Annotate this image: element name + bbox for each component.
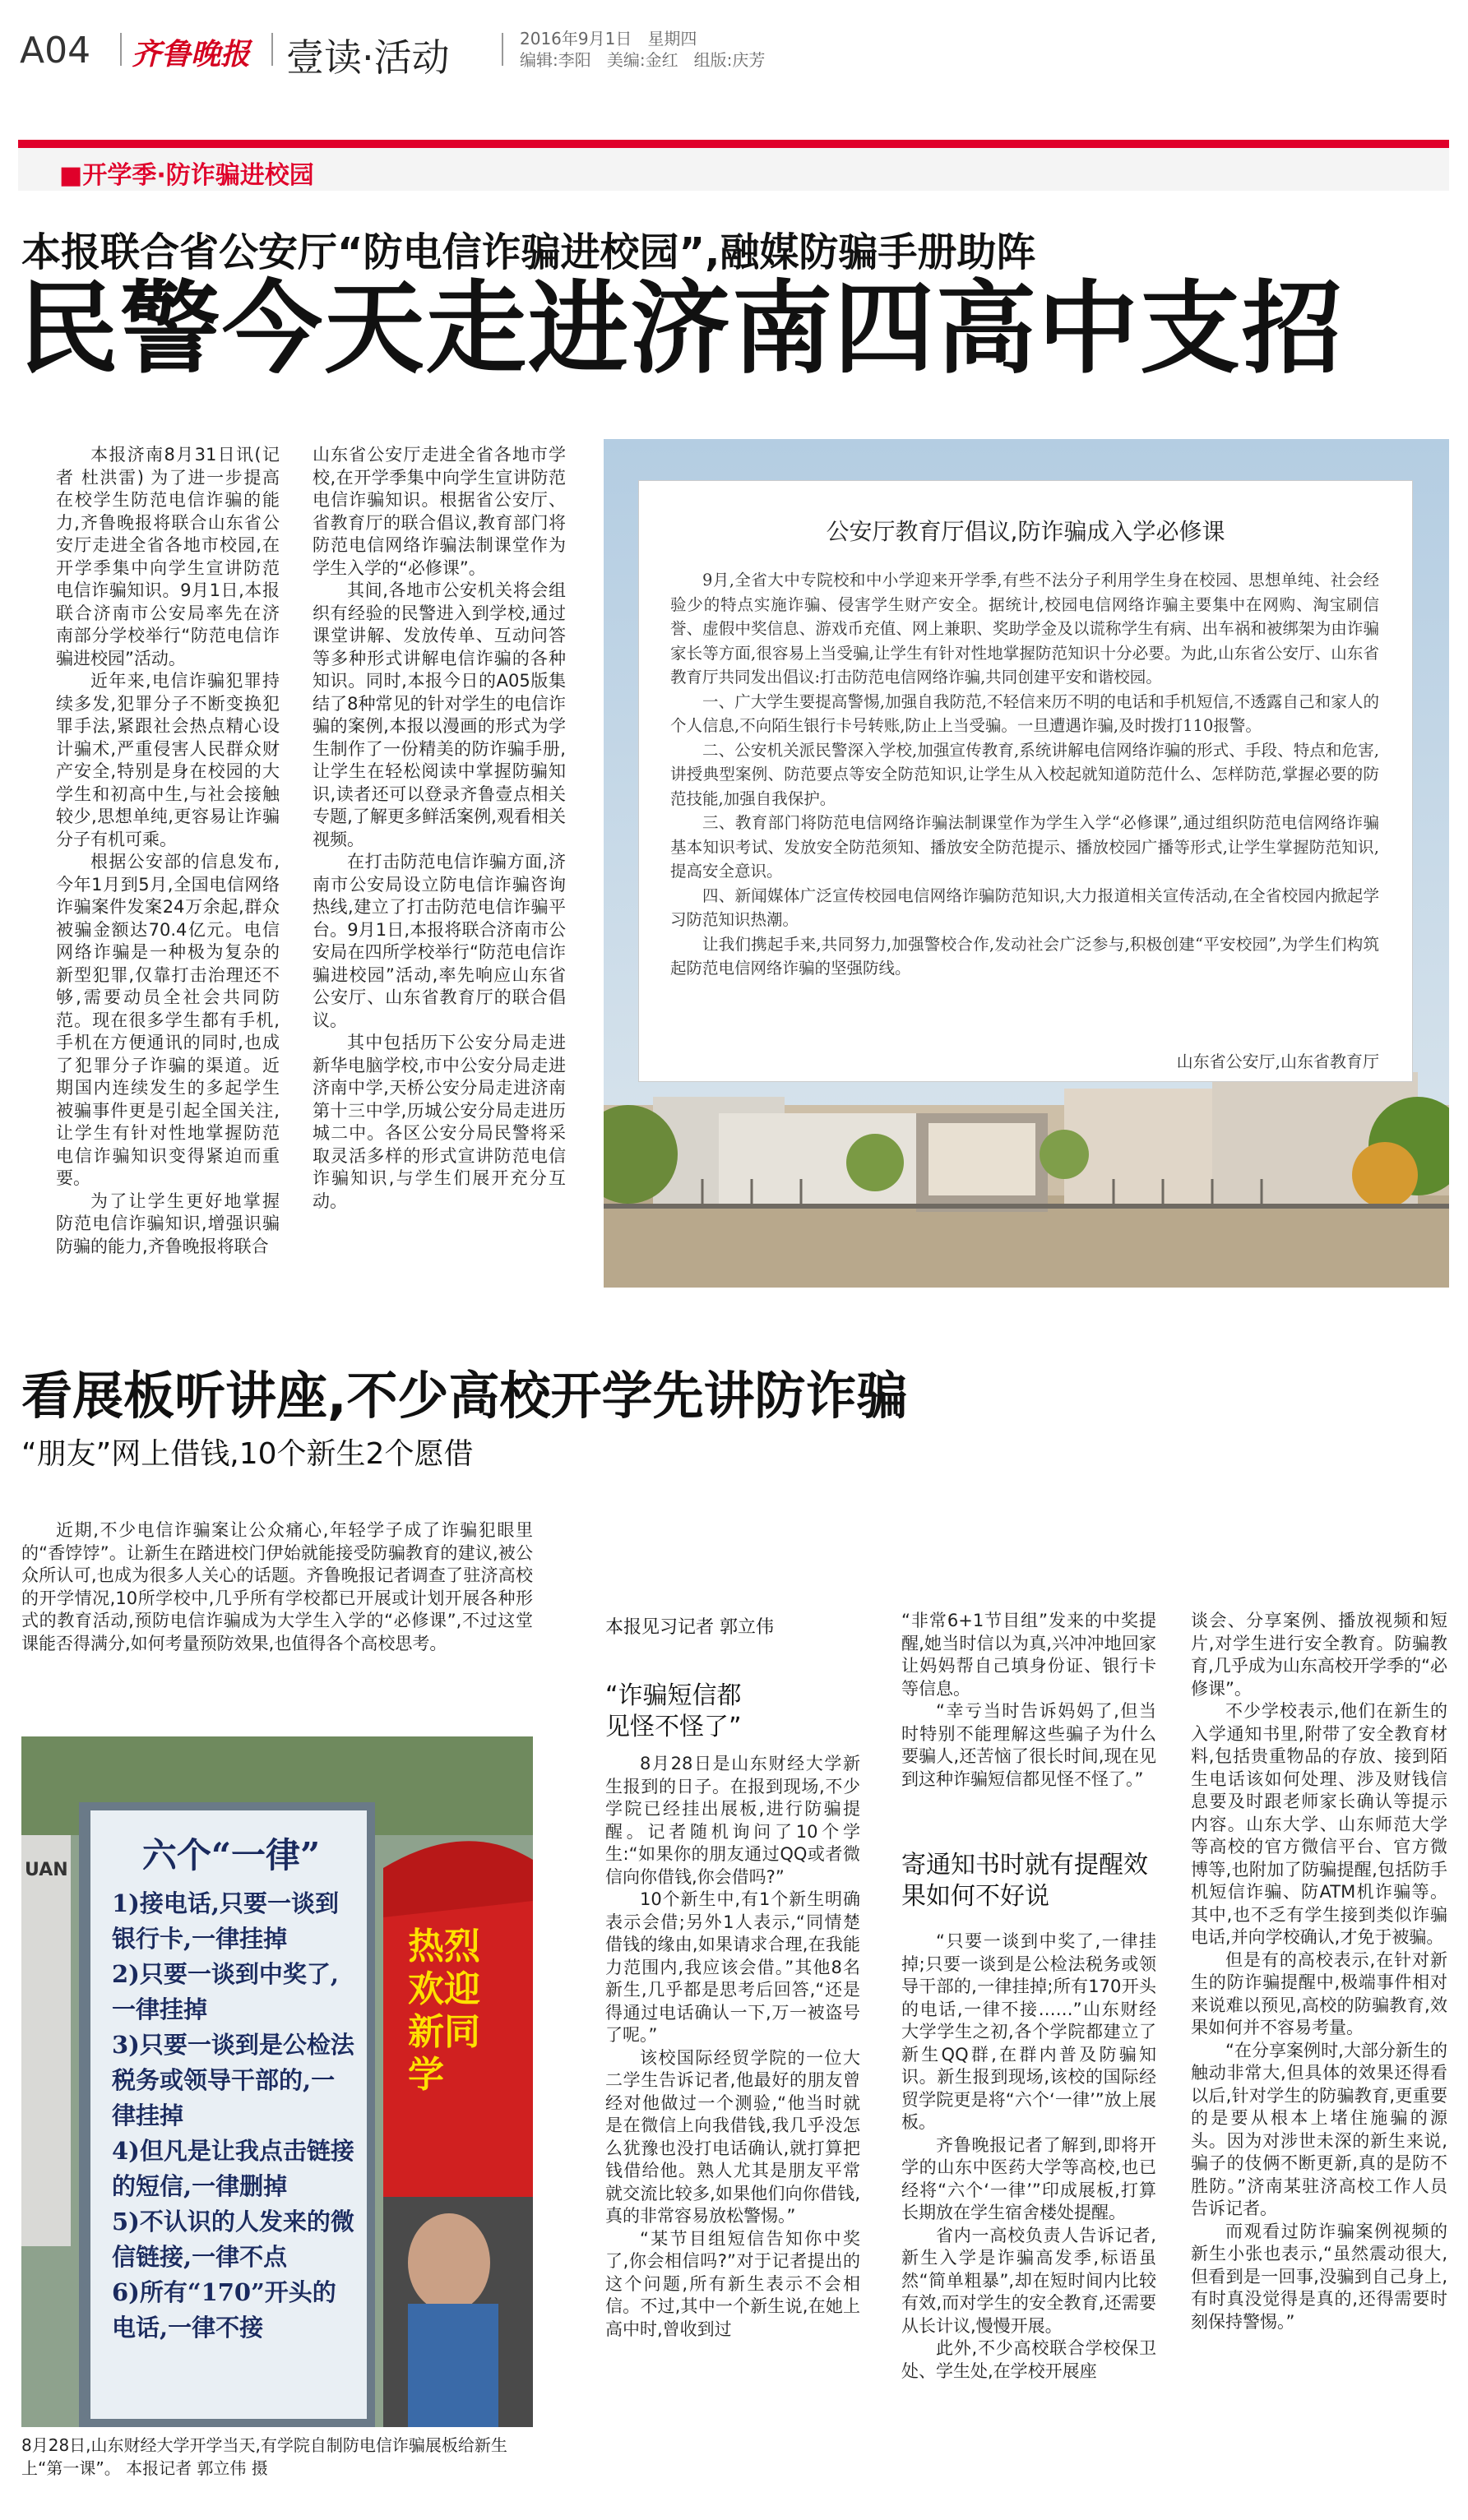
notice-paragraph: 让我们携起手来,共同努力,加强警校合作,发动社会广泛参与,积极创建“平安校园”,为学生们构筑起防范电信网络诈骗的坚强防线。 <box>670 934 1379 978</box>
story-paragraph: 但是有的高校表示,在针对新生的防诈骗提醒中,极端事件相对来说难以预见,高校的防骗教育,效果如何并不容易考量。 <box>1191 1949 1447 2037</box>
masthead-divider-3 <box>502 33 503 66</box>
art-editor: 美编:金红 <box>606 50 678 70</box>
publish-date: 2016年9月1日 <box>520 29 632 49</box>
story-paragraph: 8月28日是山东财经大学新生报到的日子。在报到现场,不少学院已经挂出展板,进行防骗提醒。记者随机询问了10个学生:“如果你的朋友通过QQ或者微信向你借钱,你会借吗?” <box>605 1754 860 1887</box>
section-name: 壹读·活动 <box>286 35 450 80</box>
masthead <box>18 25 1449 80</box>
story-paragraph: “只要一谈到中奖了,一律挂掉;只要一谈到是公检法税务或领导干部的,一律挂掉;所有170开头的电话,一律不接……”山东财经大学学生之初,各个学院都建立了新生QQ群,在群内普及防骗知识。新生报到现场,该校的国际经贸学院更是将“六个‘一律’”放上展板。 <box>901 1931 1156 2132</box>
story-paragraph: 此外,不少高校联合学校保卫处、学生处,在学校开展座 <box>901 2338 1156 2381</box>
story-paragraph: 而观看过防诈骗案例视频的新生小张也表示,“虽然震动很大,但看到是一回事,没骗到自己身上,有时真没觉得是真的,还得需要时刻保持警惕。” <box>1191 2221 1447 2332</box>
paper-logo: 齐鲁晚报 <box>132 37 251 72</box>
notice-paragraph: 四、新闻媒体广泛宣传校园电信网络诈骗防范知识,大力报道相关宣传活动,在全省校园内掀起学习防范知识热潮。 <box>670 885 1379 929</box>
story-paragraph: 齐鲁晚报记者了解到,即将开学的山东中医药大学等高校,也已经将“六个‘一律’”印成展板,打算长期放在学生宿舍楼处提醒。 <box>901 2134 1156 2222</box>
board-rule: 6)所有“170”开头的电话,一律不接 <box>112 2278 336 2342</box>
board-rule: 3)只要一谈到是公检法税务或领导干部的,一律挂掉 <box>112 2031 354 2129</box>
notice-body <box>670 568 1379 981</box>
board-rule: 1)接电话,只要一谈到银行卡,一律挂掉 <box>112 1889 339 1953</box>
lead-paragraph: 根据公安部的信息发布,今年1月到5月,全国电信网络诈骗案件发案24万余起,群众被骗金额达70.4亿元。电信网络诈骗是一种极为复杂的新型犯罪,仅靠打击治理还不够,需要动员全社会共同防范。现在很多学生都有手机,手机在方便通讯的同时,也成了犯罪分子诈骗的渠道。近期国内连续发生的多起学生被骗事件更是引起全国关注,让学生有针对性地掌握防范电信诈骗知识变得紧迫而重要。 <box>56 852 280 1188</box>
publish-info <box>520 28 765 71</box>
board-rule: 4)但凡是让我点击链接的短信,一律删掉 <box>112 2137 354 2200</box>
editor: 编辑:李阳 <box>520 50 591 70</box>
board-rule: 5)不认识的人发来的微信链接,一律不点 <box>112 2208 354 2271</box>
masthead-divider <box>120 33 122 66</box>
lead-column-2 <box>313 444 566 1213</box>
lead-paragraph: 其间,各地市公安机关将会组织有经验的民警进入到学校,通过课堂讲解、发放传单、互动问答等多种形式讲解电信诈骗的各种知识。同时,本报今日的A05版集结了8种常见的针对学生的电信诈骗的案例,本报以漫画的形式为学生制作了一份精美的防诈骗手册,让学生在轻松阅读中掌握防骗知识,读者还可以登录齐鲁壹点相关专题,了解更多鲜活案例,观看相关视频。 <box>313 580 566 849</box>
board-header: 六个“一律” <box>141 1835 321 1875</box>
lead-subtitle: 本报联合省公安厅“防电信诈骗进校园”,融媒防骗手册助阵 <box>21 229 1036 275</box>
notice-paragraph: 9月,全省大中专院校和中小学迎来开学季,有些不法分子利用学生身在校园、思想单纯、社会经验少的特点实施诈骗、侵害学生财产安全。据统计,校园电信网络诈骗主要集中在网购、淘宝刷信誉、虚假中奖信息、游戏币充值、网上兼职、奖助学金及以谎称学生有病、出车祸和被绑架为由诈骗家长等方面,很容易上当受骗,让学生有针对性地掌握防范知识十分必要。为此,山东省公安厅、山东省教育厅共同发出倡议:打击防范电信网络诈骗,共同创建平安和谐校园。 <box>670 571 1379 687</box>
story-paragraph: “在分享案例时,大部分新生的触动非常大,但具体的效果还得看以后,针对学生的防骗教育,更重要的是要从根本上堵住施骗的源头。因为对涉世未深的新生来说,骗子的伎俩不断更新,真的是防不胜防。”济南某驻济高校工作人员告诉记者。 <box>1191 2040 1447 2218</box>
lead-title: 民警今天走进济南四高中支招 <box>18 270 1344 387</box>
notice-box <box>638 480 1413 1082</box>
notice-paragraph: 一、广大学生要提高警惕,加强自我防范,不轻信来历不明的电话和手机短信,不透露自己和家人的个人信息,不向陌生银行卡号转账,防止上当受骗。一旦遭遇诈骗,及时拨打110报警。 <box>670 691 1379 735</box>
photo-caption: 8月28日,山东财经大学开学当天,有学院自制防电信诈骗展板给新生上“第一课”。 本报记者 郭立伟 摄 <box>21 2435 507 2478</box>
board-banner-red: 热烈欢迎新同学 <box>408 1926 480 2096</box>
story-paragraph: “非常6+1节目组”发来的中奖提醒,她当时信以为真,兴冲冲地回家让妈妈帮自己填身份证、银行卡等信息。 <box>901 1611 1156 1699</box>
publish-weekday: 星期四 <box>647 29 697 49</box>
lead-paragraph: 在打击防范电信诈骗方面,济南市公安局设立防电信诈骗咨询热线,建立了打击防范电信诈骗平台。9月1日,本报将联合济南市公安局在四所学校举行“防范电信诈骗进校园”活动,率先响应山东省公安厅、山东省教育厅的联合倡议。 <box>313 852 566 1030</box>
story-paragraph: 不少学校表示,他们在新生的入学通知书里,附带了安全教育材料,包括贵重物品的存放、接到陌生电话该如何处理、涉及财钱信息要及时跟老师家长确认等提示内容。山东大学、山东师范大学等高校的官方微信平台、官方微博等,也附加了防骗提醒,包括防手机短信诈骗、防ATM机诈骗等。其中,也不乏有学生接到类似诈骗电话,并向学校确认,才免于被骗。 <box>1191 1701 1447 1947</box>
story-paragraph: 该校国际经贸学院的一位大二学生告诉记者,他最好的朋友曾经对他做过一个测验,“他当时就是在微信上向我借钱,我几乎没怎么犹豫也没打电话确认,就打算把钱借给他。熟人尤其是朋友平常就交流比较多,如果他们向你借钱,真的非常容易放松警惕。” <box>605 2047 860 2226</box>
notice-paragraph: 二、公安机关派民警深入学校,加强宣传教育,系统讲解电信网络诈骗的形式、手段、特点和危害,讲授典型案例、防范要点等安全防范知识,让学生从入校起就知道防范什么、怎样防范,掌握必要的防范技能,加强自我保护。 <box>670 740 1379 808</box>
lead-paragraph: 近年来,电信诈骗犯罪持续多发,犯罪分子不断变换犯罪手法,紧跟社会热点精心设计骗术,严重侵害人民群众财产安全,特别是身在校园的大学生和初高中生,与社会接触较少,思想单纯,更容易让诈骗分子有机可乘。 <box>56 671 280 849</box>
board-sign-left: UAN <box>25 1860 68 1880</box>
story-paragraph: 省内一高校负责人告诉记者,新生入学是诈骗高发季,标语虽然“简单粗暴”,却在短时间内比较有效,而对学生的安全教育,还需要从长计议,慢慢开展。 <box>901 2225 1156 2336</box>
subhead-2: 寄通知书时就有提醒效果如何不好说 <box>901 1851 1148 1911</box>
notice-title: 公安厅教育厅倡议,防诈骗成入学必修课 <box>826 518 1225 545</box>
lead-column-1 <box>56 444 280 1258</box>
story-paragraph: 谈会、分享案例、播放视频和短片,对学生进行安全教育。防骗教育,几乎成为山东高校开学季的“必修课”。 <box>1191 1611 1447 1699</box>
story-paragraph: “幸亏当时告诉妈妈了,但当时特别不能理解这些骗子为什么要骗人,还苦恼了很长时间,现在见到这种诈骗短信都见怪不怪了。” <box>901 1701 1156 1789</box>
board-photo <box>21 1736 533 2427</box>
lead-paragraph: 本报济南8月31日讯(记者 杜洪雷) 为了进一步提高在校学生防范电信诈骗的能力,齐鲁晚报将联合山东省公安厅走进全省各地市校园,在开学季集中向学生宣讲防范电信诈骗知识。9月1日,本报联合济南市公安局率先在济南部分学校举行“防范电信诈骗进校园”活动。 <box>56 445 280 668</box>
section-banner <box>18 148 1449 191</box>
second-subtitle: “朋友”网上借钱,10个新生2个愿借 <box>21 1437 474 1471</box>
board-rule: 2)只要一谈到中奖了,一律挂掉 <box>112 1960 339 2023</box>
lead-paragraph: 山东省公安厅走进全省各地市学校,在开学季集中向学生宣讲防范电信诈骗知识。根据省公安厅、省教育厅的联合倡议,教育部门将防范电信网络诈骗法制课堂作为学生入学的“必修课”。 <box>313 445 566 578</box>
second-column-3 <box>605 1753 860 2341</box>
second-title: 看展板听讲座,不少高校开学先讲防诈骗 <box>21 1366 908 1426</box>
layout-editor: 组版:庆芳 <box>693 50 766 70</box>
second-column-5 <box>1191 1610 1447 2333</box>
section-banner-label: ■开学季·防诈骗进校园 <box>59 161 314 190</box>
subhead-1: “诈骗短信都见怪不怪了” <box>605 1681 742 1741</box>
notice-paragraph: 三、教育部门将防范电信网络诈骗法制课堂作为学生入学“必修课”,通过组织防范电信网络诈骗基本知识考试、发放安全防范须知、播放安全防范提示、播放校园广播等形式,让学生掌握防范知识,提高安全意识。 <box>670 813 1379 881</box>
lead-paragraph: 为了让学生更好地掌握防范电信诈骗知识,增强识骗防骗的能力,齐鲁晚报将联合 <box>56 1191 280 1256</box>
masthead-divider-2 <box>271 33 273 66</box>
notice-photo-panel <box>604 439 1449 1288</box>
second-intro <box>21 1519 533 1655</box>
notice-signature: 山东省公安厅,山东省教育厅 <box>1176 1052 1379 1071</box>
intro-text: 近期,不少电信诈骗案让公众痛心,年轻学子成了诈骗犯眼里的“香饽饽”。让新生在踏进校门伊始就能接受防骗教育的建议,被公众所认可,也成为很多人关心的话题。齐鲁晚报记者调查了驻济高校的开学情况,10所学校中,几乎所有学校都已开展或计划开展各种形式的教育活动,预防电信诈骗成为大学生入学的“必修课”,不过这堂课能否得满分,如何考量预防效果,也值得各个高校思考。 <box>21 1520 533 1653</box>
story-paragraph: “某节目组短信告知你中奖了,你会相信吗?”对于记者提出的这个问题,所有新生表示不会相信。不过,其中一个新生说,在她上高中时,曾收到过 <box>605 2228 860 2339</box>
byline: 本报见习记者 郭立伟 <box>605 1617 774 1638</box>
lead-paragraph: 其中包括历下公安分局走进新华电脑学校,市中公安分局走进济南中学,天桥公安分局走进济南第十三中学,历城公安分局走进历城二中。各区公安分局民警将采取灵活多样的形式宣讲防范电信诈骗知识,与学生们展开充分互动。 <box>313 1033 566 1211</box>
board-rules <box>112 1886 359 2346</box>
second-column-4b <box>901 1930 1156 2383</box>
story-paragraph: 10个新生中,有1个新生明确表示会借;另外1人表示,“同情楚借钱的缘由,如果请求合理,在我能力范围内,我应该会借。”其他8名新生,几乎都是思考后回答,“还是得通过电话确认一下,万一被盗号了呢。” <box>605 1889 860 2045</box>
page-number: A04 <box>20 30 91 72</box>
second-column-4a <box>901 1610 1156 1791</box>
section-banner-bar <box>18 140 1449 148</box>
